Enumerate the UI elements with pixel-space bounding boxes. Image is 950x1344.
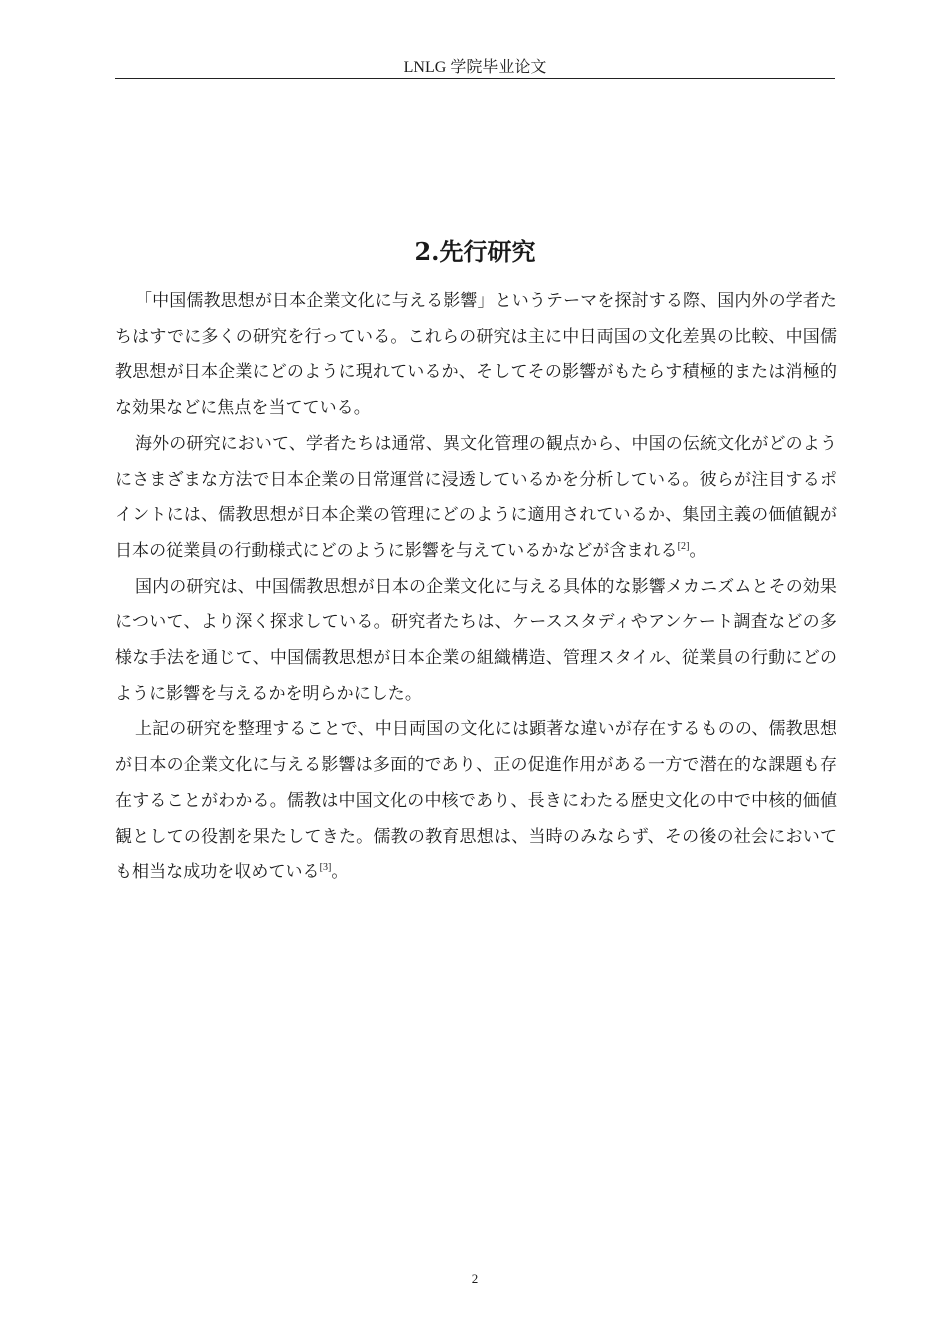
citation-ref: [2] <box>677 540 690 552</box>
paragraph-text: 国内の研究は、中国儒教思想が日本の企業文化に与える具体的な影響メカニズムとその効果について、より深く探求している。研究者たちは、ケーススタディやアンケート調査などの多様な手法を通じて、中国儒教思想が日本企業の組織構造、管理スタイル、従業員の行動にどのように影響を与えるかを明らかにした。 <box>115 576 837 704</box>
paragraph-text: 「中国儒教思想が日本企業文化に与える影響」というテーマを探討する際、国内外の学者たちはすでに多くの研究を行っている。これらの研究は主に中日両国の文化差異の比較、中国儒教思想が日本企業にどのように現れているか、そしてその影響がもたらす積極的または消極的な効果などに焦点を当てている。 <box>115 291 837 419</box>
section-body <box>115 284 837 891</box>
paragraph-text: 海外の研究において、学者たちは通常、異文化管理の観点から、中国の伝統文化がどのようにさまざまな方法で日本企業の日常運営に浸透しているかを分析している。彼らが注目するポイントには、儒教思想が日本企業の管理にどのように適用されているか、集団主義の価値観が日本の従業員の行動様式にどのように影響を与えているかなどが含まれる <box>115 433 837 561</box>
page-number: 2 <box>471 1271 479 1286</box>
paragraph-tail: 。 <box>331 862 349 883</box>
header-rule <box>115 78 835 79</box>
paragraph-4 <box>115 712 837 891</box>
paragraph-tail: 。 <box>689 540 707 561</box>
paragraph-3 <box>115 570 837 713</box>
paragraph-1 <box>115 284 837 427</box>
citation-ref: [3] <box>319 862 332 874</box>
running-header: LNLG 学院毕业论文 <box>403 59 547 76</box>
paragraph-text: 上記の研究を整理することで、中日両国の文化には顕著な違いが存在するものの、儒教思想が日本の企業文化に与える影響は多面的であり、正の促進作用がある一方で潜在的な課題も存在することがわかる。儒教は中国文化の中核であり、長きにわたる歴史文化の中で中核的価値観としての役割を果たしてきた。儒教の教育思想は、当時のみならず、その後の社会においても相当な成功を収めている <box>115 719 837 883</box>
paragraph-2 <box>115 427 837 570</box>
section-title: 2.先行研究 <box>414 237 536 266</box>
